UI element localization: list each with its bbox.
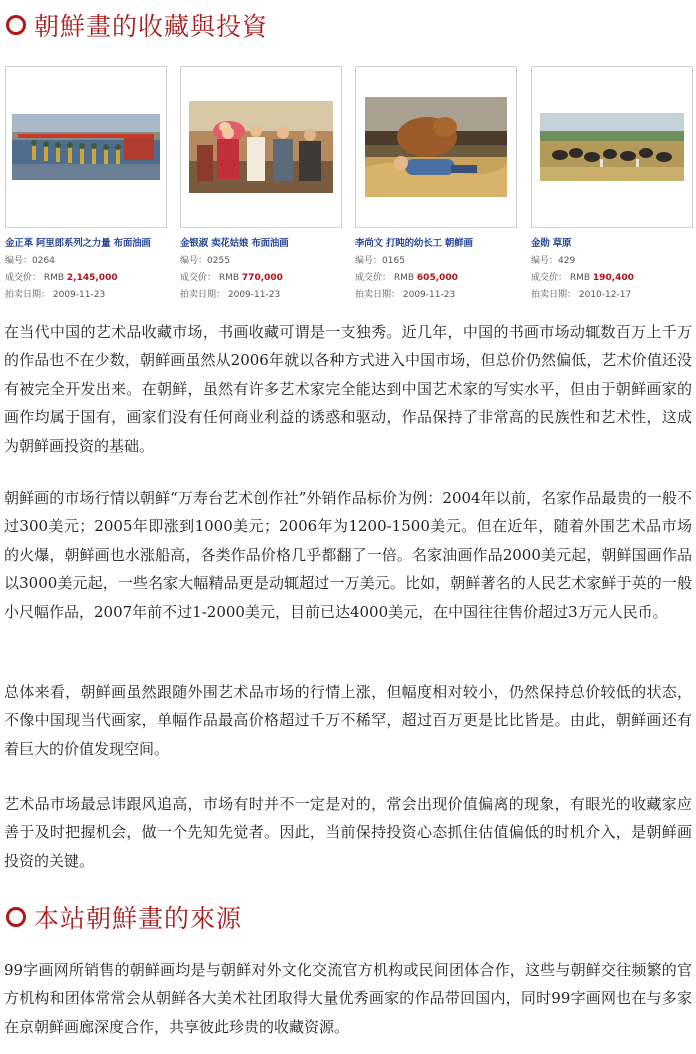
paragraph-investment-advice: 艺术品市场最忌讳跟风追高，市场有时并不一定是对的，常会出现价值偏离的现象，有眼光的收藏家应善于及时把握机会，做一个先知先觉者。因此，当前保持投资心态抓住估值偏低的时机介入，是朝鲜画投资的关键。 — [4, 795, 692, 870]
artwork-thumbnail-frame[interactable] — [180, 66, 342, 228]
price-value: 770,000 — [241, 273, 283, 283]
artwork-thumbnail[interactable] — [12, 114, 160, 180]
number-label: 编号： — [531, 256, 559, 266]
artwork-number — [355, 253, 517, 266]
artwork-title-link[interactable]: 金勋 草原 — [531, 238, 572, 249]
paragraph-summary: 总体来看，朝鲜画虽然跟随外围艺术品市场的行情上涨，但幅度相对较小，仍然保持总价较低的状态，不像中国现当代画家，单幅作品最高价格超过千万不稀罕，超过百万更是比比皆是。由此，朝鲜画还有着巨大的价值发现空间。 — [4, 683, 692, 758]
number-label: 编号： — [180, 256, 208, 266]
section-heading-source — [4, 900, 242, 934]
artwork-title-link[interactable]: 李尚文 打盹的幼长工 朝鲜画 — [355, 238, 473, 249]
number-label: 编号： — [355, 256, 383, 266]
price-value: 2,145,000 — [66, 273, 118, 283]
artwork-date — [531, 287, 693, 300]
artwork-card[interactable] — [531, 66, 693, 300]
artwork-date — [5, 287, 167, 300]
artwork-date — [180, 287, 342, 300]
number-value: 0165 — [382, 256, 405, 266]
artwork-number — [531, 253, 693, 266]
artwork-thumbnail[interactable] — [365, 97, 507, 197]
artwork-card[interactable] — [5, 66, 167, 300]
number-value: 429 — [558, 256, 576, 266]
artwork-price — [531, 270, 693, 283]
artwork-price — [180, 270, 342, 283]
circle-bullet-icon — [6, 15, 26, 35]
number-label: 编号： — [5, 256, 33, 266]
paragraph-source: 99字画网所销售的朝鲜画均是与朝鲜对外文化交流官方机构或民间团体合作，这些与朝鲜交往频繁的官方机构和团体常常会从朝鲜各大美术社团取得大量优秀画家的作品带回国内，同时99字画网也在与多家在京朝鲜画廊深度合作，共享彼此珍贵的收藏资源。 — [4, 961, 692, 1036]
date-value: 2010-12-17 — [578, 290, 632, 300]
date-label: 拍卖日期： — [355, 290, 403, 300]
artwork-thumbnail[interactable] — [189, 101, 333, 193]
artwork-thumbnail-frame[interactable] — [5, 66, 167, 228]
date-label: 拍卖日期： — [5, 290, 53, 300]
artwork-date — [355, 287, 517, 300]
artwork-number — [5, 253, 167, 266]
heading-title: 本站朝鮮畫的來源 — [34, 904, 243, 933]
artwork-thumbnail-frame[interactable] — [355, 66, 517, 228]
date-value: 2009-11-23 — [227, 290, 281, 300]
date-value: 2009-11-23 — [52, 290, 106, 300]
artwork-title-link[interactable]: 金正革 阿里郎系列之力量 布面油画 — [5, 238, 151, 249]
artwork-number — [180, 253, 342, 266]
price-label: 成交价： RMB — [355, 273, 417, 283]
artwork-card[interactable] — [180, 66, 342, 300]
artwork-title-link[interactable]: 金银淑 卖花姑娘 布面油画 — [180, 238, 289, 249]
artwork-thumbnail-frame[interactable] — [531, 66, 693, 228]
artwork-price — [5, 270, 167, 283]
artwork-price — [355, 270, 517, 283]
paragraph-price-trend: 朝鲜画的市场行情以朝鲜“万寿台艺术创作社”外销作品标价为例：2004年以前，名家作品最贵的一般不过300美元；2005年即涨到1000美元；2006年为1200-1500美元。但在近年，随着外围艺术品市场的火爆，朝鲜画也水涨船高，各类作品价格几乎都翻了一倍。名家油画作品2000美元起，朝鲜国画作品以3000美元起，一些名家大幅精品更是动辄超过一万美元。比如，朝鲜著名的人民艺术家鲜于英的一般小尺幅作品，2007年前不过1-2000美元，目前已达4000美元，在中国往往售价超过3万元人民币。 — [4, 489, 692, 621]
number-value: 0264 — [32, 256, 55, 266]
price-value: 605,000 — [416, 273, 458, 283]
date-label: 拍卖日期： — [180, 290, 228, 300]
circle-bullet-icon — [6, 907, 26, 927]
heading-title: 朝鮮畫的收藏與投資 — [34, 12, 269, 41]
artwork-card[interactable] — [355, 66, 517, 300]
date-value: 2009-11-23 — [402, 290, 456, 300]
number-value: 0255 — [207, 256, 230, 266]
price-label: 成交价： RMB — [531, 273, 593, 283]
price-label: 成交价： RMB — [180, 273, 242, 283]
artwork-gallery — [0, 66, 696, 302]
section-heading-investment — [4, 8, 268, 42]
date-label: 拍卖日期： — [531, 290, 579, 300]
paragraph-market-overview: 在当代中国的艺术品收藏市场，书画收藏可谓是一支独秀。近几年，中国的书画市场动辄数百万上千万的作品也不在少数，朝鲜画虽然从2006年就以各种方式进入中国市场，但总价仍然偏低，艺术价值还没有被完全开发出来。在朝鲜，虽然有许多艺术家完全能达到中国艺术家的写实水平，但由于朝鲜画家的画作均属于国有，画家们没有任何商业利益的诱惑和驱动，作品保持了非常高的民族性和艺术性，这成为朝鲜画投资的基础。 — [4, 323, 692, 455]
price-label: 成交价： RMB — [5, 273, 67, 283]
artwork-thumbnail[interactable] — [540, 113, 684, 181]
price-value: 190,400 — [592, 273, 634, 283]
